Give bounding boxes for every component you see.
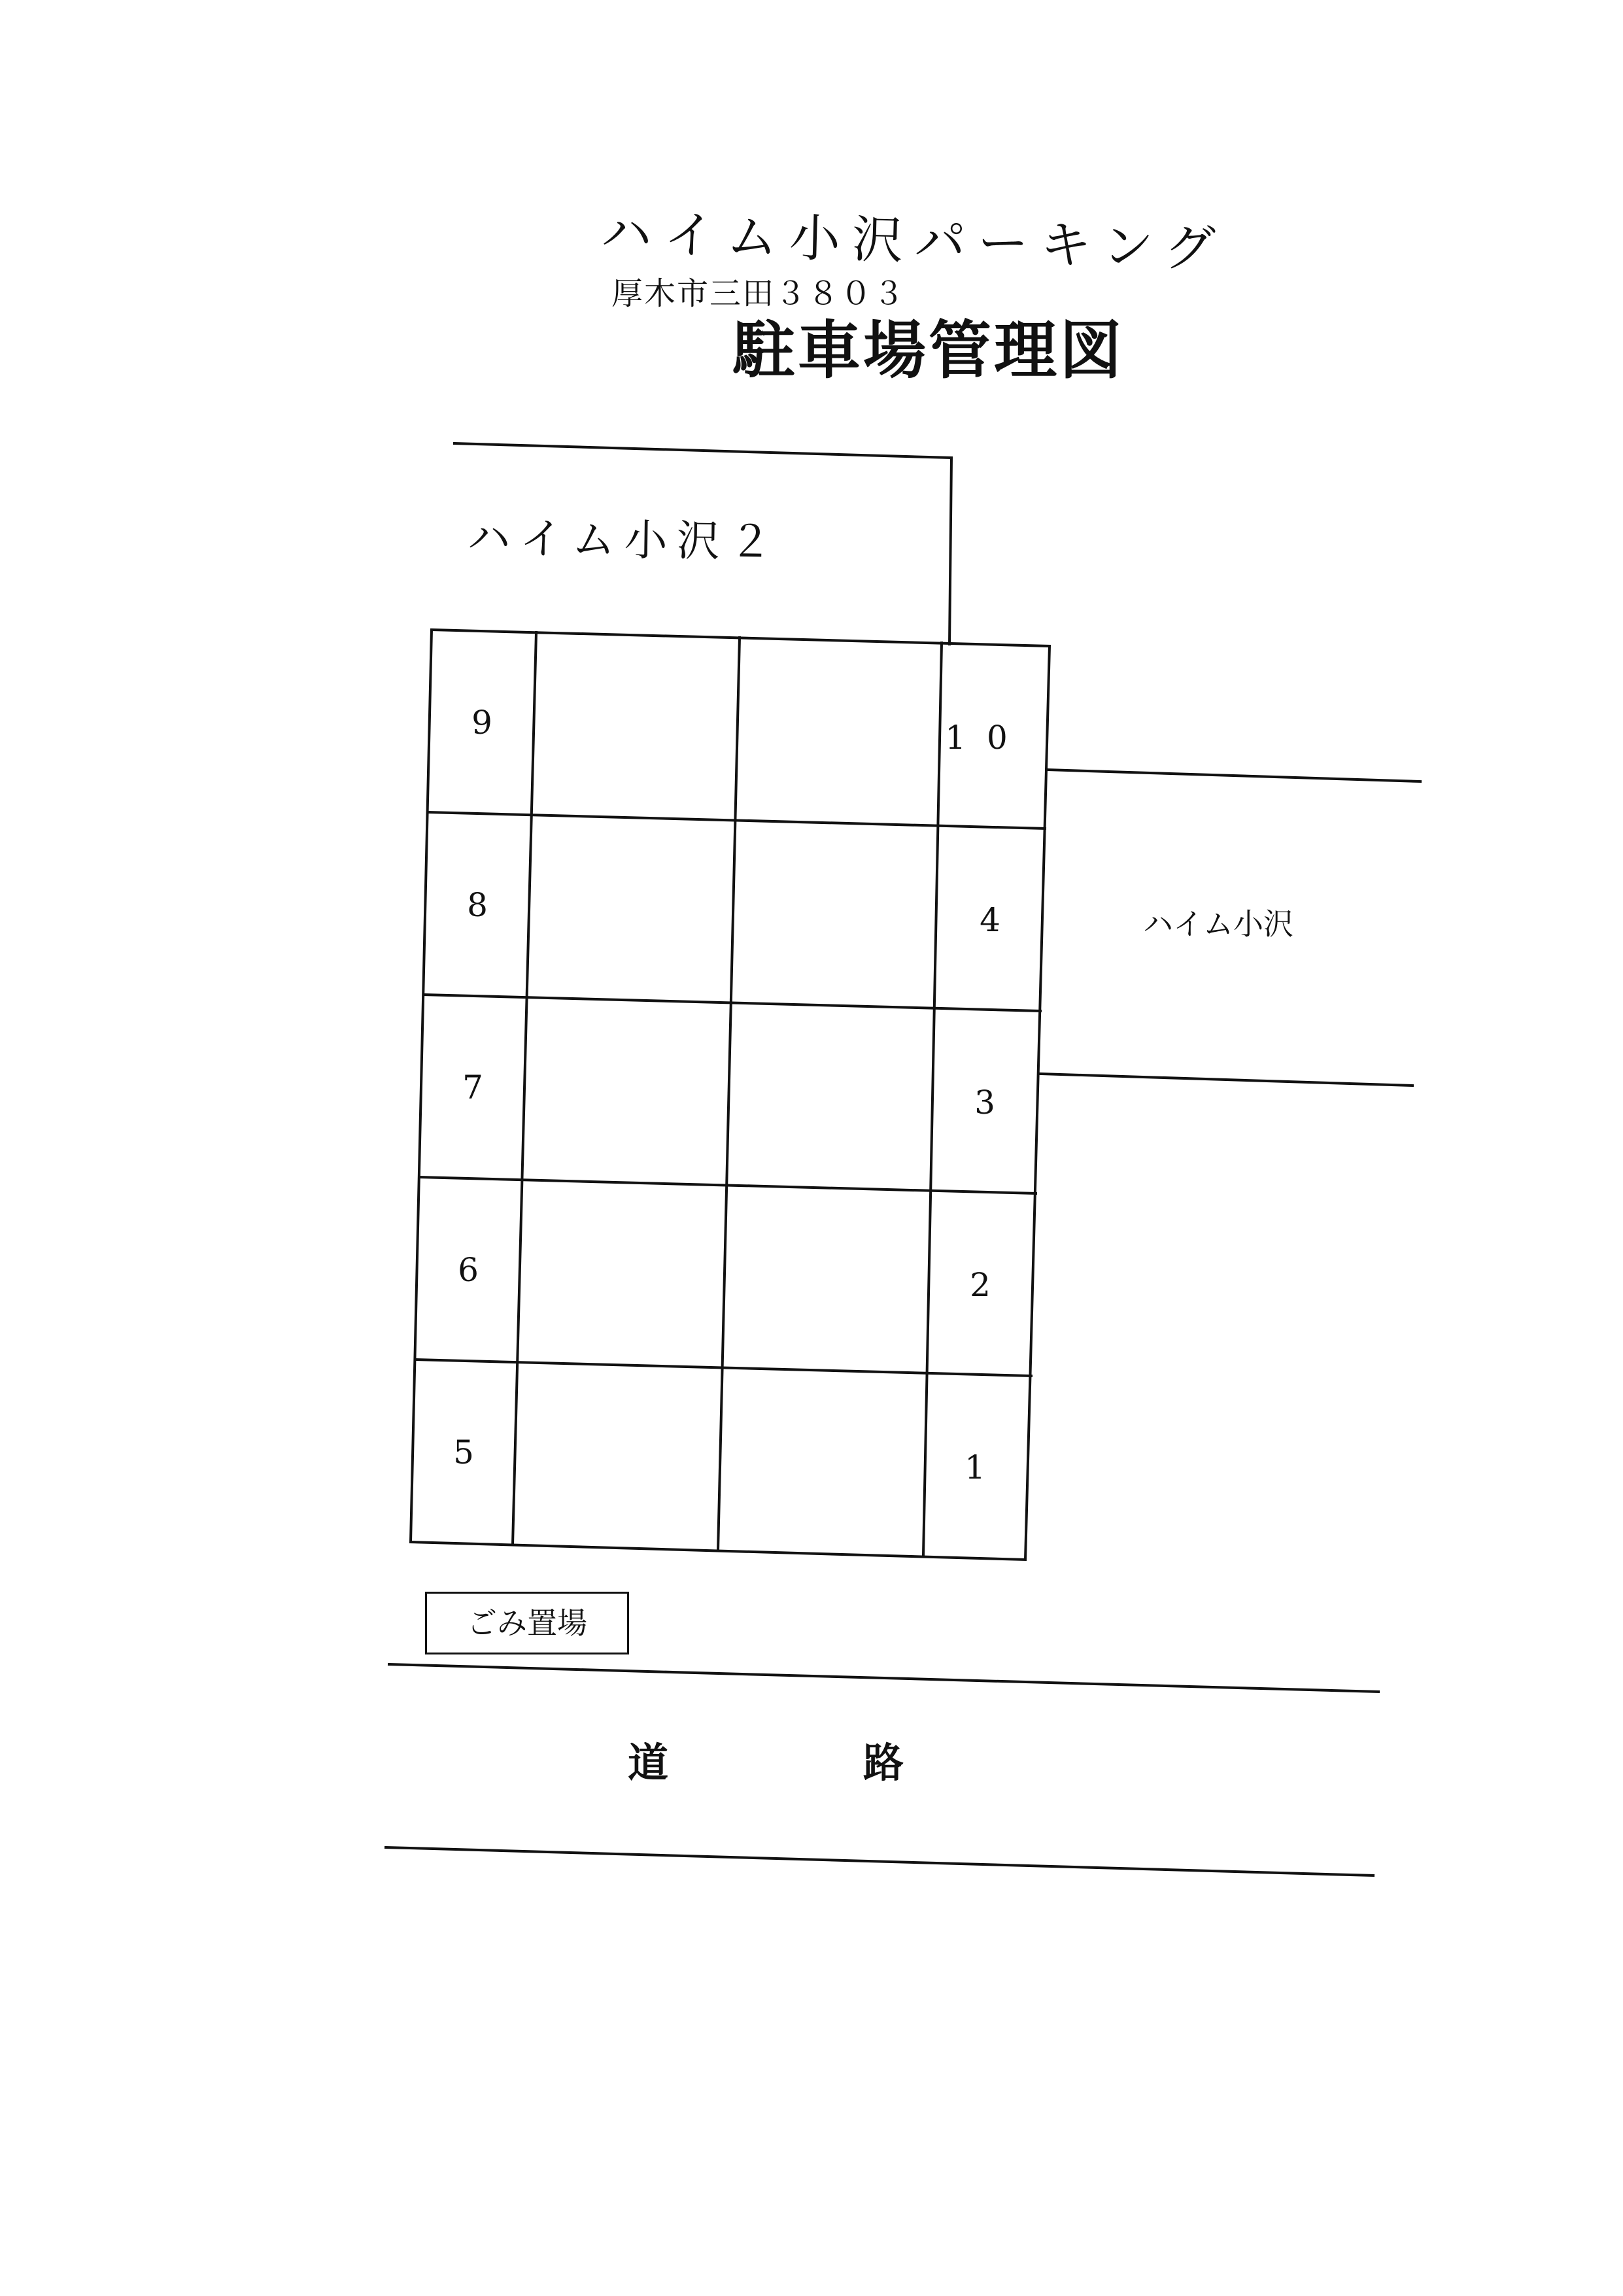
- building-1-bottom-line: [1040, 1074, 1412, 1086]
- grid-divider-v3: [923, 643, 942, 1555]
- slot-number-2: 2: [970, 1266, 991, 1304]
- road-label: 道 路: [628, 1739, 982, 1787]
- slot-number-7: 7: [462, 1069, 483, 1106]
- document-title: 駐車場管理図: [732, 313, 1125, 387]
- slot-number-6: 6: [458, 1251, 479, 1289]
- slot-number-5: 5: [453, 1433, 474, 1471]
- building-2-label: ハイム小沢２: [467, 513, 782, 568]
- page-title: ハイム小沢パーキング: [600, 204, 1228, 280]
- slot-number-10: 1 0: [945, 719, 1013, 757]
- building-1-top-line: [1046, 770, 1420, 781]
- slot-number-1: 1: [965, 1448, 985, 1486]
- grid-divider-v1: [513, 632, 536, 1545]
- slot-number-8: 8: [467, 886, 488, 924]
- slot-number-4: 4: [980, 901, 1000, 939]
- slot-number-3: 3: [974, 1084, 995, 1122]
- road-bottom-line: [386, 1847, 1373, 1876]
- address-label: 厚木市三田３８０３: [611, 275, 906, 312]
- slot-number-9: 9: [471, 704, 492, 742]
- building-1-label: ハイム小沢: [1143, 906, 1293, 942]
- garbage-area-label: ごみ置場: [425, 1592, 629, 1654]
- grid-divider-v2: [718, 638, 740, 1551]
- road-top-line: [389, 1664, 1378, 1692]
- parking-grid-outline: [411, 630, 1050, 1560]
